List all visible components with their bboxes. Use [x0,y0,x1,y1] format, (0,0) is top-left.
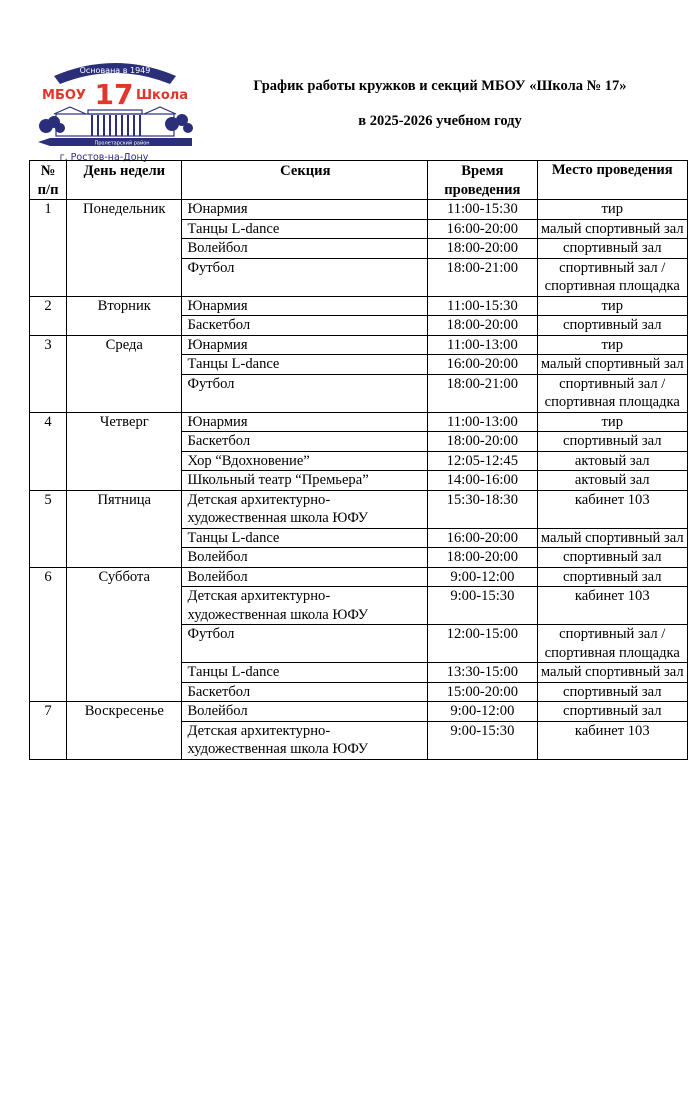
place-cell: актовый зал [537,451,687,471]
place-cell: спортивный зал [537,702,687,722]
time-cell: 11:00-15:30 [428,200,537,220]
logo-number: 17 [94,78,134,111]
logo-school-text: Школа [135,88,189,103]
time-cell: 9:00-12:00 [428,567,537,587]
time-cell: 9:00-15:30 [428,587,537,625]
table-row [30,702,688,722]
time-cell: 16:00-20:00 [428,219,537,239]
time-cell: 12:05-12:45 [428,451,537,471]
section-cell: Волейбол [182,702,428,722]
place-cell: тир [537,200,687,220]
section-cell: Танцы L-dance [182,528,428,548]
time-cell: 16:00-20:00 [428,355,537,375]
place-cell: спортивный зал [537,682,687,702]
place-cell: спортивный зал [537,548,687,568]
table-row [30,200,688,220]
place-cell: малый спортивный зал [537,355,687,375]
logo-city-text: г. Ростов-на-Дону [59,152,149,163]
place-cell: спортивный зал [537,432,687,452]
section-cell: Танцы L-dance [182,355,428,375]
time-cell: 18:00-21:00 [428,258,537,296]
time-cell: 15:00-20:00 [428,682,537,702]
time-cell: 14:00-16:00 [428,471,537,491]
section-cell: Танцы L-dance [182,219,428,239]
section-cell: Футбол [182,374,428,412]
schedule-body [30,200,688,760]
day-number: 4 [30,412,67,490]
time-cell: 11:00-13:00 [428,335,537,355]
day-name: Четверг [67,412,182,490]
building-columns [92,115,140,136]
section-cell: Танцы L-dance [182,663,428,683]
day-name: Среда [67,335,182,412]
table-header-row [30,161,688,200]
day-number: 2 [30,296,67,335]
time-cell: 15:30-18:30 [428,490,537,528]
section-cell: Баскетбол [182,682,428,702]
time-cell: 12:00-15:00 [428,625,537,663]
logo-mbou-text: МБОУ [42,88,86,103]
logo-ribbon-text: Пролетарский район [94,140,150,147]
day-number: 6 [30,567,67,702]
place-cell: малый спортивный зал [537,528,687,548]
section-cell: Детская архитектурно-художественная школа ЮФУ [182,721,428,759]
place-cell: кабинет 103 [537,490,687,528]
day-name: Понедельник [67,200,182,297]
day-number: 1 [30,200,67,297]
time-cell: 9:00-12:00 [428,702,537,722]
place-cell: кабинет 103 [537,587,687,625]
section-cell: Волейбол [182,239,428,259]
table-row [30,335,688,355]
section-cell: Юнармия [182,335,428,355]
day-name: Пятница [67,490,182,567]
time-cell: 18:00-20:00 [428,548,537,568]
place-cell: малый спортивный зал [537,219,687,239]
header-day: День недели [67,161,182,200]
place-cell: малый спортивный зал [537,663,687,683]
section-cell: Хор “Вдохновение” [182,451,428,471]
section-cell: Футбол [182,258,428,296]
place-cell: спортивный зал [537,316,687,336]
header-time: Время проведения [428,161,537,200]
section-cell: Детская архитектурно-художественная школа ЮФУ [182,587,428,625]
day-number: 5 [30,490,67,567]
table-row [30,490,688,528]
document-title: График работы кружков и секций МБОУ «Школа № 17» [253,78,627,94]
section-cell: Юнармия [182,200,428,220]
place-cell: спортивный зал / спортивная площадка [537,625,687,663]
time-cell: 11:00-15:30 [428,296,537,316]
time-cell: 16:00-20:00 [428,528,537,548]
section-cell: Детская архитектурно-художественная школа ЮФУ [182,490,428,528]
section-cell: Волейбол [182,548,428,568]
section-cell: Футбол [182,625,428,663]
place-cell: спортивный зал [537,239,687,259]
place-cell: тир [537,335,687,355]
school-logo [32,52,198,164]
section-cell: Баскетбол [182,316,428,336]
day-name: Воскресенье [67,702,182,760]
header-place: Место проведения [537,161,687,200]
logo-arc-text: Основана в 1949 [79,66,151,75]
document-subtitle: в 2025-2026 учебном году [358,113,522,129]
time-cell: 9:00-15:30 [428,721,537,759]
table-row [30,296,688,316]
table-row [30,412,688,432]
section-cell: Юнармия [182,296,428,316]
place-cell: кабинет 103 [537,721,687,759]
time-cell: 18:00-20:00 [428,239,537,259]
section-cell: Баскетбол [182,432,428,452]
schedule-table [29,160,688,760]
time-cell: 13:30-15:00 [428,663,537,683]
place-cell: спортивный зал / спортивная площадка [537,258,687,296]
section-cell: Юнармия [182,412,428,432]
section-cell: Школьный театр “Премьера” [182,471,428,491]
place-cell: спортивный зал [537,567,687,587]
day-name: Вторник [67,296,182,335]
place-cell: актовый зал [537,471,687,491]
time-cell: 18:00-20:00 [428,432,537,452]
time-cell: 18:00-21:00 [428,374,537,412]
section-cell: Волейбол [182,567,428,587]
day-number: 3 [30,335,67,412]
header-num: № п/п [30,161,67,200]
time-cell: 18:00-20:00 [428,316,537,336]
day-name: Суббота [67,567,182,702]
table-row [30,567,688,587]
header-section: Секция [182,161,428,200]
place-cell: тир [537,412,687,432]
day-number: 7 [30,702,67,760]
place-cell: тир [537,296,687,316]
place-cell: спортивный зал / спортивная площадка [537,374,687,412]
time-cell: 11:00-13:00 [428,412,537,432]
